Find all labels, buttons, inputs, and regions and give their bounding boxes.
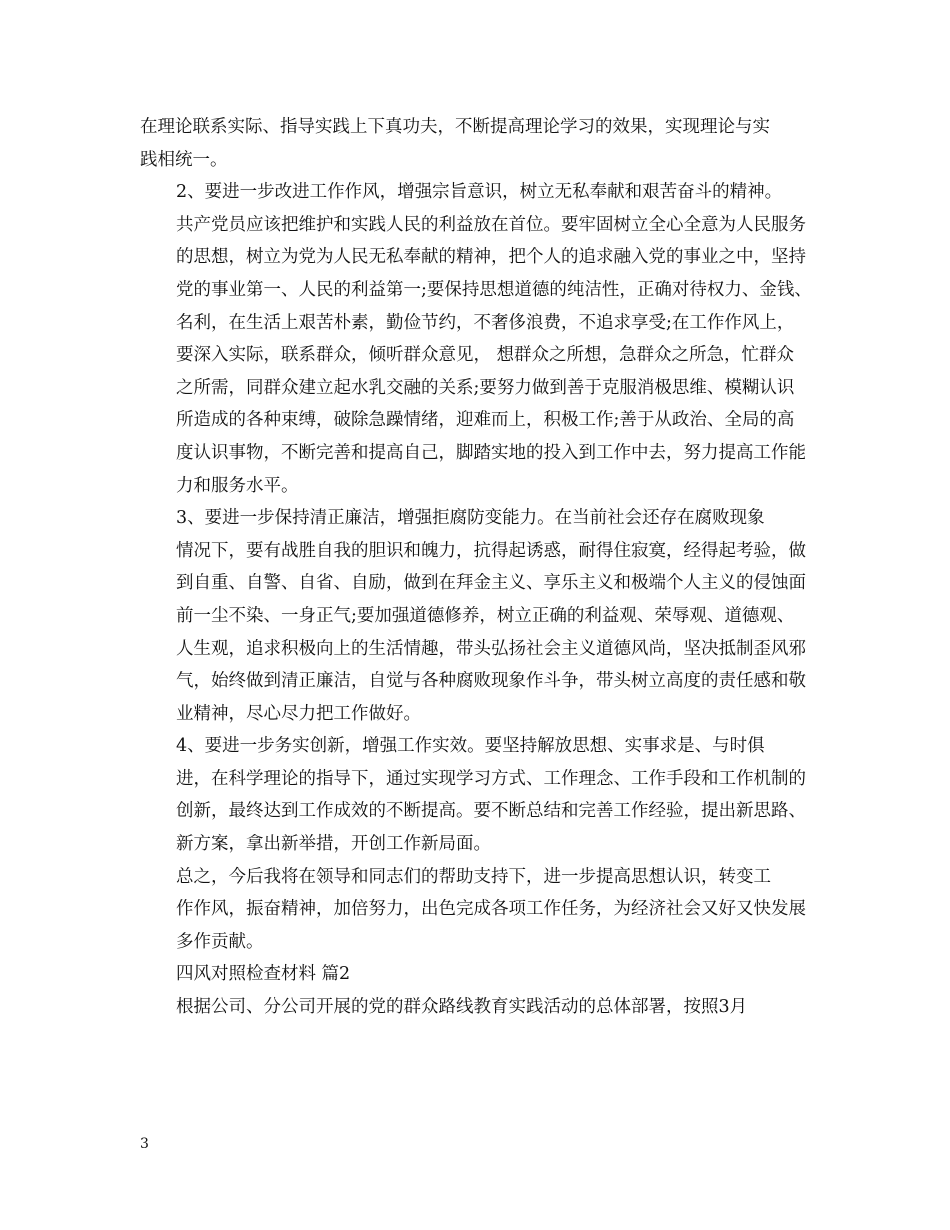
- page-number: 3: [140, 1136, 149, 1152]
- text-line: 新方案，拿出新举措，开创工作新局面。: [176, 834, 491, 855]
- text-line: 之所需，同群众建立起水乳交融的关系;要努力做到善于克服消极思维、模糊认识: [176, 377, 795, 398]
- text-line: 名利，在生活上艰苦朴素，勤俭节约，不奢侈浪费，不追求享受;在工作作风上，: [176, 312, 795, 333]
- text-line: 业精神，尽心尽力把工作做好。: [176, 703, 421, 724]
- text-line: 践相统一。: [140, 149, 228, 170]
- text-line: 多作贡献。: [176, 931, 264, 952]
- text-line: 4、要进一步务实创新，增强工作实效。要坚持解放思想、实事求是、与时俱: [176, 736, 765, 757]
- text-line: 的思想，树立为党为人民无私奉献的精神，把个人的追求融入党的事业之中，坚持: [176, 247, 806, 268]
- text-line: 到自重、自警、自省、自励，做到在拜金主义、享乐主义和极端个人主义的侵蚀面: [176, 573, 806, 594]
- paragraph: [140, 730, 825, 860]
- text-line: 力和服务水平。: [176, 475, 299, 496]
- text-line: 四风对照检查材料 篇2: [176, 964, 351, 985]
- text-line: 情况下，要有战胜自我的胆识和魄力，抗得起诱惑，耐得住寂寞，经得起考验，做: [176, 540, 806, 561]
- text-line: 3、要进一步保持清正廉洁，增强拒腐防变能力。在当前社会还存在腐败现象: [176, 508, 765, 529]
- body-text: [140, 111, 825, 1024]
- text-line: 作作风，振奋精神，加倍努力，出色完成各项工作任务，为经济社会又好又快发展: [176, 899, 806, 920]
- paragraph: [140, 958, 825, 991]
- text-line: 创新，最终达到工作成效的不断提高。要不断总结和完善工作经验，提出新思路、: [176, 801, 806, 822]
- text-line: 总之，今后我将在领导和同志们的帮助支持下，进一步提高思想认识，转变工: [176, 866, 771, 887]
- text-line: 共产党员应该把维护和实践人民的利益放在首位。要牢固树立全心全意为人民服务: [176, 214, 806, 235]
- paragraph: [140, 176, 825, 502]
- text-line: 根据公司、分公司开展的党的群众路线教育实践活动的总体部署，按照3月: [176, 997, 748, 1018]
- paragraph: [140, 502, 825, 730]
- text-line: 所造成的各种束缚，破除急躁情绪，迎难而上，积极工作;善于从政治、全局的高: [176, 410, 795, 431]
- text-line: 度认识事物，不断完善和提高自己，脚踏实地的投入到工作中去，努力提高工作能: [176, 442, 806, 463]
- paragraph: [140, 111, 825, 176]
- text-line: 2、要进一步改进工作作风，增强宗旨意识，树立无私奉献和艰苦奋斗的精神。: [176, 182, 783, 203]
- text-line: 人生观，追求积极向上的生活情趣，带头弘扬社会主义道德风尚，坚决抵制歪风邪: [176, 638, 806, 659]
- paragraph: [140, 861, 825, 959]
- text-line: 在理论联系实际、指导实践上下真功夫，不断提高理论学习的效果，实现理论与实: [140, 117, 770, 137]
- text-line: 党的事业第一、人民的利益第一;要保持思想道德的纯洁性，正确对待权力、金钱、: [176, 279, 812, 300]
- text-line: 气，始终做到清正廉洁，自觉与各种腐败现象作斗争，带头树立高度的责任感和敬: [176, 671, 806, 692]
- text-line: 要深入实际，联系群众，倾听群众意见， 想群众之所想，急群众之所急，忙群众: [176, 345, 795, 366]
- paragraph: [140, 991, 825, 1024]
- text-line: 前一尘不染、一身正气;要加强道德修养，树立正确的利益观、荣辱观、道德观、: [176, 605, 795, 626]
- text-line: 进，在科学理论的指导下，通过实现学习方式、工作理念、工作手段和工作机制的: [176, 768, 806, 789]
